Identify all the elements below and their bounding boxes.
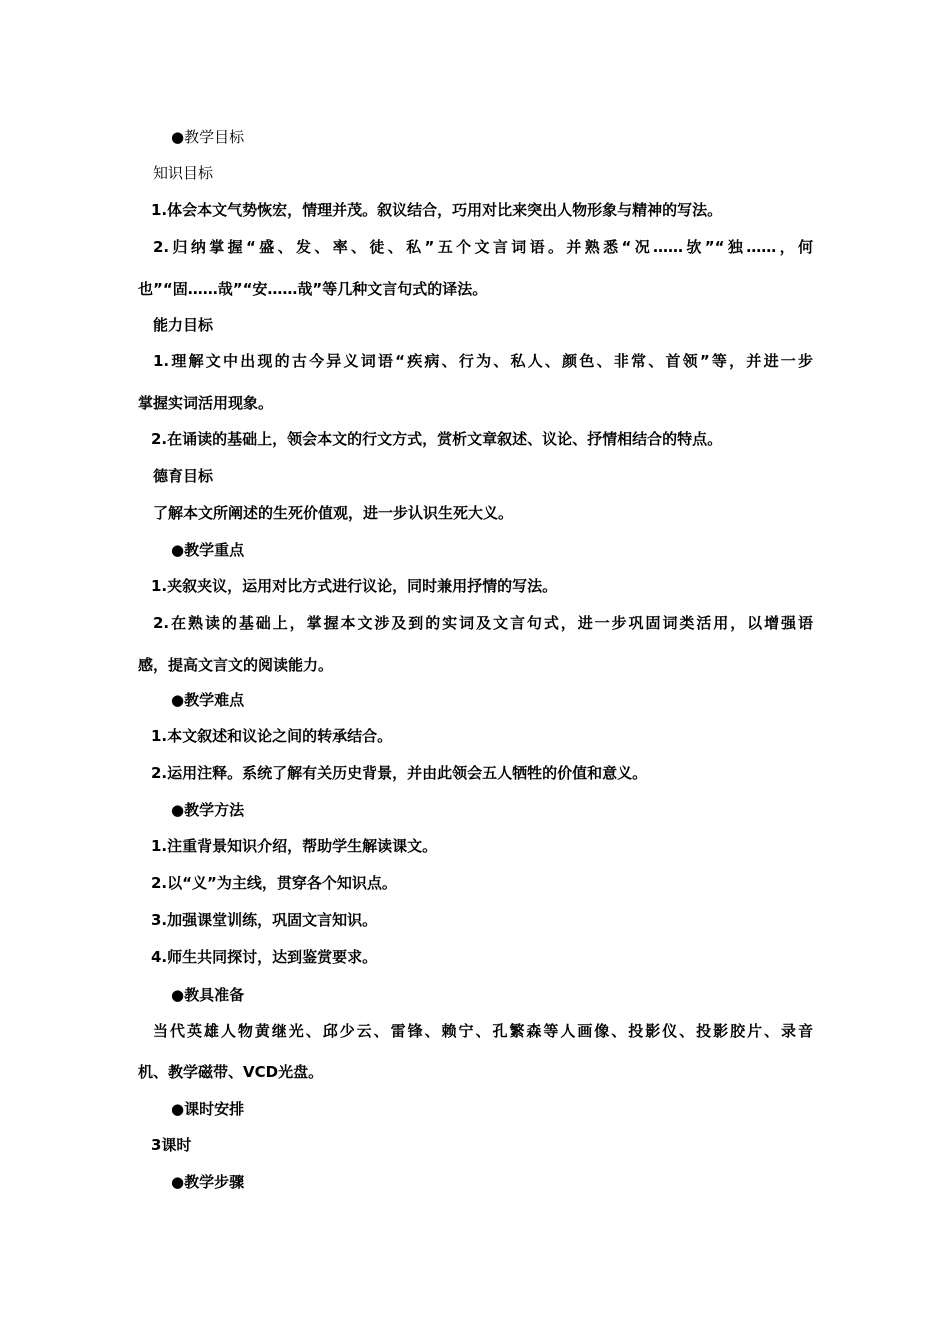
- section-heading-teaching-goals: ●教学目标: [171, 128, 245, 146]
- method-1: 1.注重背景知识介绍，帮助学生解读课文。: [151, 837, 438, 855]
- difficulty-1: 1.本文叙述和议论之间的转承结合。: [151, 727, 393, 745]
- section-heading-methods: ●教学方法: [171, 801, 245, 819]
- teaching-aids-line-1: 当代英雄人物黄继光、邱少云、雷锋、赖宁、孔繁森等人画像、投影仪、投影胶片、录音: [153, 1022, 813, 1040]
- ability-goal-1-line-2: 掌握实词活用现象。: [138, 394, 274, 412]
- knowledge-goal-1: 1.体会本文气势恢宏，情理并茂。叙议结合，巧用对比来突出人物形象与精神的写法。: [151, 201, 723, 219]
- ability-goal-2: 2.在诵读的基础上，领会本文的行文方式，赏析文章叙述、议论、抒情相结合的特点。: [151, 430, 723, 448]
- section-heading-schedule: ●课时安排: [171, 1100, 245, 1118]
- method-2: 2.以“义”为主线，贯穿各个知识点。: [151, 874, 397, 892]
- method-3: 3.加强课堂训练，巩固文言知识。: [151, 911, 378, 929]
- section-heading-teaching-aids: ●教具准备: [171, 986, 245, 1004]
- section-heading-steps: ●教学步骤: [171, 1173, 245, 1191]
- difficulty-2: 2.运用注释。系统了解有关历史背景，并由此领会五人牺牲的价值和意义。: [151, 764, 648, 782]
- knowledge-goal-2-line-2: 也”“固……哉”“安……哉”等几种文言句式的译法。: [138, 280, 488, 298]
- key-point-2-line-1: 2.在熟读的基础上，掌握本文涉及到的实词及文言句式，进一步巩固词类活用，以增强语: [153, 614, 813, 632]
- method-4: 4.师生共同探讨，达到鉴赏要求。: [151, 948, 378, 966]
- subheading-ability-goals: 能力目标: [153, 316, 214, 334]
- teaching-aids-line-2: 机、教学磁带、VCD光盘。: [138, 1063, 324, 1081]
- subheading-knowledge-goals: 知识目标: [153, 164, 214, 182]
- key-point-2-line-2: 感，提高文言文的阅读能力。: [138, 656, 334, 674]
- section-heading-key-points: ●教学重点: [171, 541, 245, 559]
- key-point-1: 1.夹叙夹议，运用对比方式进行议论，同时兼用抒情的写法。: [151, 577, 558, 595]
- schedule-value: 3课时: [151, 1136, 192, 1154]
- knowledge-goal-2-line-1: 2.归纳掌握“盛、发、率、徒、私”五个文言词语。并熟悉“况……欤”“独……，何: [153, 238, 813, 256]
- moral-goal-1: 了解本文所阐述的生死价值观，进一步认识生死大义。: [153, 504, 514, 522]
- ability-goal-1-line-1: 1.理解文中出现的古今异义词语“疾病、行为、私人、颜色、非常、首领”等，并进一步: [153, 352, 813, 370]
- section-heading-difficulties: ●教学难点: [171, 691, 245, 709]
- subheading-moral-goals: 德育目标: [153, 467, 214, 485]
